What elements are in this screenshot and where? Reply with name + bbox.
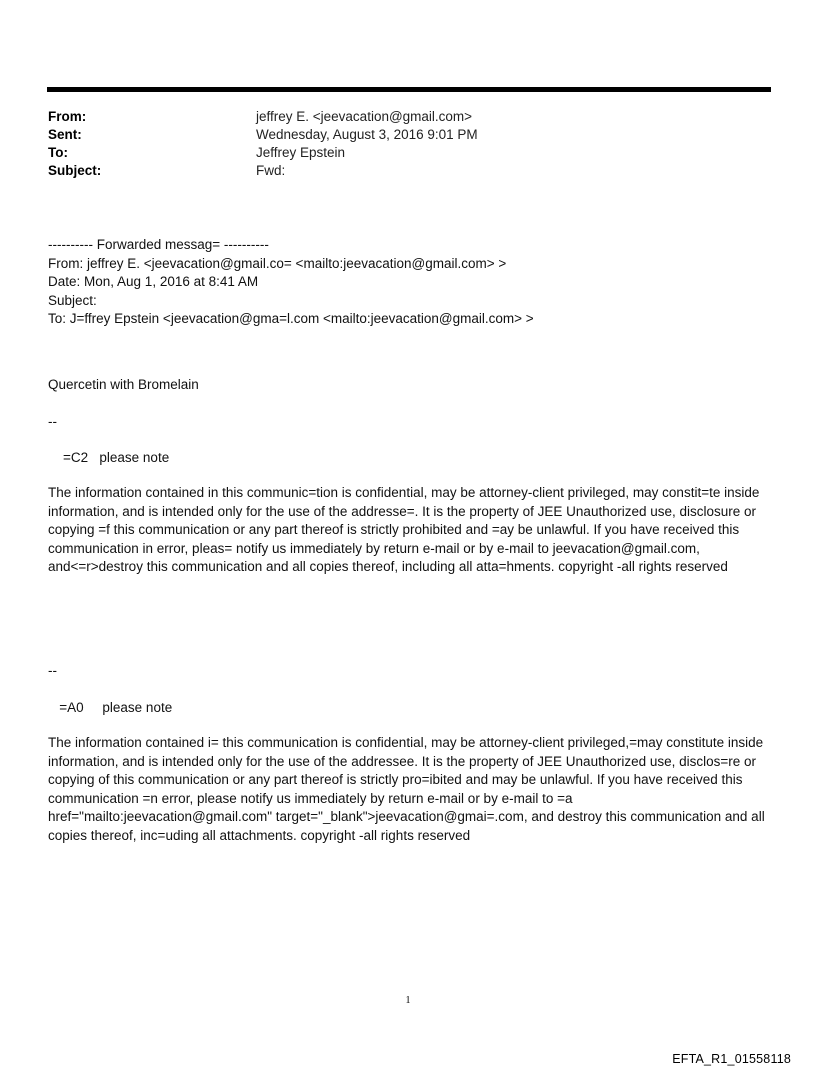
forwarded-subject: Subject: bbox=[48, 292, 97, 308]
forwarded-from: From: jeffrey E. <jeevacation@gmail.co= <mailto:jeevacation@gmail.com> > bbox=[48, 255, 507, 271]
page-number: 1 bbox=[405, 995, 411, 1006]
sent-value: Wednesday, August 3, 2016 9:01 PM bbox=[256, 127, 478, 142]
to-value: Jeffrey Epstein bbox=[256, 145, 346, 160]
disclaimer-2 bbox=[48, 734, 776, 845]
subject-label: Subject: bbox=[48, 163, 102, 178]
disclaimer-1 bbox=[48, 484, 776, 577]
subject-row bbox=[48, 162, 768, 180]
email-header bbox=[48, 108, 768, 180]
from-value: jeffrey E. <jeevacation@gmail.com> bbox=[256, 109, 473, 124]
forwarded-to: To: J=ffrey Epstein <jeevacation@gma=l.com <mailto:jeevacation@gmail.com> > bbox=[48, 311, 534, 326]
document-id: EFTA_R1_01558118 bbox=[672, 1052, 791, 1066]
signature-separator-2 bbox=[48, 662, 776, 681]
disclaimer-text: The information contained i= this communication is confidential, may be attorney-client privileged,=may constitute inside information, and is intended only for the use of the addressee. It is the property of JEE Unauthorized use, disclos=re or copying of this communication or any part thereof is strictly pro=ibited and may be unlawful. If you have received this communication =n error, please notify us immediately by return e-mail or by e-mail to =a href="mailto:jeevacation@gmail.com" target="_blank">jeevacation@gmai=.com, and destroy this communication and all copies thereof, inc=uding all attachments. copyright -all rights reserved bbox=[48, 735, 765, 843]
forwarded-date: Date: Mon, Aug 1, 2016 at 8:41 AM bbox=[48, 274, 259, 289]
forwarded-divider: ---------- Forwarded messag= ---------- bbox=[48, 237, 269, 252]
from-row bbox=[48, 108, 768, 126]
separator-text: -- bbox=[48, 414, 57, 429]
signature-separator-1 bbox=[48, 413, 776, 432]
from-label: From: bbox=[48, 109, 87, 124]
message-text: Quercetin with Bromelain bbox=[48, 377, 199, 392]
note-text: =A0 please note bbox=[48, 700, 173, 715]
subject-value: Fwd: bbox=[256, 163, 286, 178]
signature-note-1 bbox=[48, 449, 776, 468]
header-rule bbox=[47, 87, 771, 92]
message-body bbox=[48, 376, 776, 395]
disclaimer-text: The information contained in this communic=tion is confidential, may be attorney-client privileged, may constit=te inside information, and is intended only for the use of the addresse=. It is the property of JEE Unauthorized use, disclosure or copying =f this communication or any part thereof is strictly prohibited and =ay be unlawful. If you have received this communication in error, pleas= notify us immediately by return e-mail or by e-mail to jeevacation@gmail.com, and<=r>destroy this communication and all copies thereof, including all atta=hments. copyright -all rights reserved bbox=[48, 485, 760, 574]
to-row bbox=[48, 144, 768, 162]
sent-label: Sent: bbox=[48, 127, 82, 142]
to-label: To: bbox=[48, 145, 68, 160]
sent-row bbox=[48, 126, 768, 144]
separator-text: -- bbox=[48, 663, 57, 678]
signature-note-2 bbox=[48, 699, 776, 718]
forwarded-header bbox=[48, 236, 776, 329]
note-text: =C2 please note bbox=[48, 450, 170, 465]
